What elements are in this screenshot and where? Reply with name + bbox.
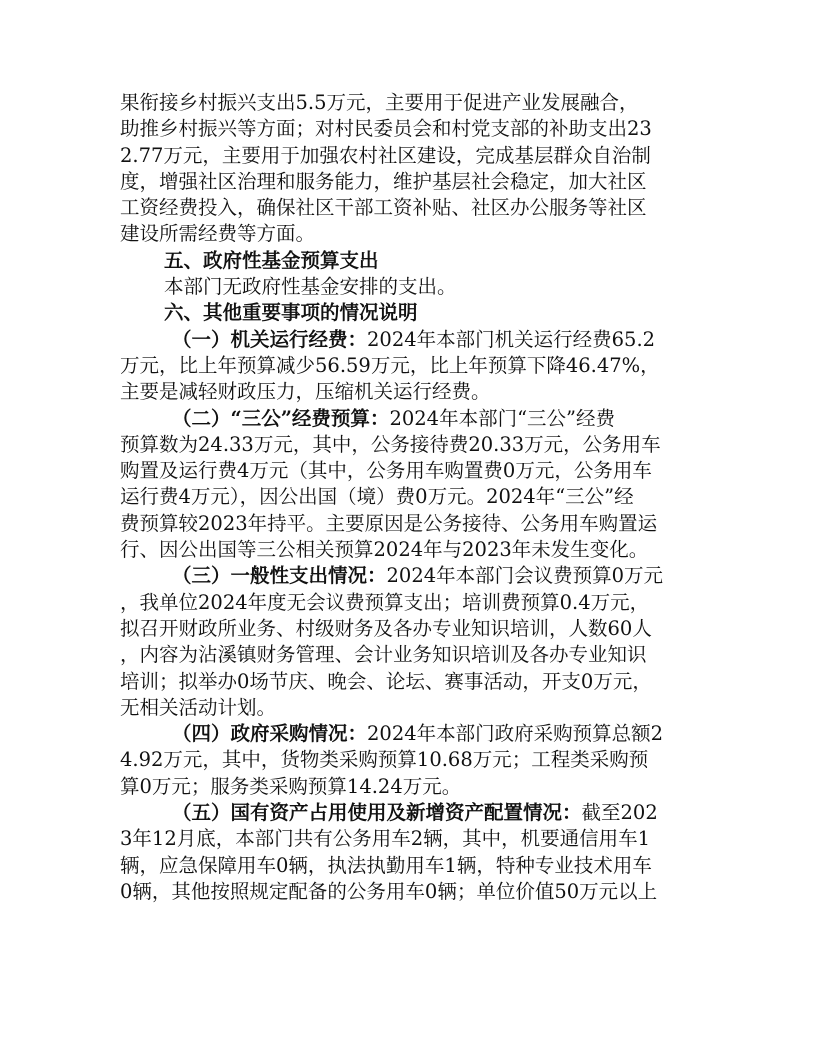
text-line: 培训；拟举办0场节庆、晚会、论坛、赛事活动，开支0万元， (120, 669, 652, 693)
paragraph-three-public-expenses (120, 406, 705, 564)
text-line (120, 721, 705, 747)
section-text-government-fund: 本部门无政府性基金安排的支出。 (164, 275, 457, 299)
section-heading-other-matters: 六、其他重要事项的情况说明 (164, 301, 418, 325)
text-line: 拟召开财政所业务、村级财务及各办专业知识培训，人数60人 (120, 616, 652, 640)
text-line: 行、因公出国等三公相关预算2024年与2023年未发生变化。 (120, 538, 649, 562)
paragraph-general-expenditure (120, 563, 705, 721)
text-line (120, 563, 705, 589)
item-text: 2024年本部门“三公”经费 (389, 406, 616, 430)
item-label: （三）一般性支出情况： (172, 564, 387, 588)
text-line: 主要是减轻财政压力，压缩机关运行经费。 (120, 380, 491, 404)
item-text: 截至202 (581, 801, 658, 825)
paragraph-rural-expenditure (120, 90, 705, 248)
text-line: 助推乡村振兴等方面；对村民委员会和村党支部的补助支出23 (120, 117, 652, 141)
text-line: 工资经费投入，确保社区干部工资补贴、社区办公服务等社区 (120, 196, 647, 220)
paragraph-operating-expenses (120, 327, 705, 406)
text-line: ，内容为沾溪镇财务管理、会计业务知识培训及各办专业知识 (120, 643, 647, 667)
item-label: （五）国有资产占用使用及新增资产配置情况： (172, 801, 582, 825)
text-line: 算0万元；服务类采购预算14.24万元。 (120, 774, 462, 798)
paragraph-state-assets (120, 800, 705, 905)
text-line: 费预算较2023年持平。主要原因是公务接待、公务用车购置运 (120, 511, 658, 535)
text-line: 建设所需经费等方面。 (120, 222, 316, 246)
text-line: 运行费4万元），因公出国（境）费0万元。2024年“三公”经 (120, 485, 634, 509)
text-line: 4.92万元，其中，货物类采购预算10.68万元；工程类采购预 (120, 748, 649, 772)
text-line: 果衔接乡村振兴支出5.5万元，主要用于促进产业发展融合， (120, 91, 639, 114)
text-line (120, 406, 705, 432)
item-text: 2024年本部门机关运行经费65.2 (367, 327, 656, 351)
item-text: 2024年本部门政府采购预算总额2 (367, 722, 664, 746)
text-line: 辆，应急保障用车0辆，执法执勤用车1辆，特种专业技术用车 (120, 853, 652, 877)
document-body (120, 90, 705, 905)
item-label: （二）“三公”经费预算： (172, 406, 390, 430)
text-line: 无相关活动计划。 (120, 695, 277, 719)
text-line: 预算数为24.33万元，其中，公务接待费20.33万元，公务用车 (120, 432, 661, 456)
text-line: 0辆，其他按照规定配备的公务用车0辆；单位价值50万元以上 (120, 879, 658, 903)
text-line: 万元，比上年预算减少56.59万元，比上年预算下降46.47%， (120, 353, 660, 377)
section-heading-government-fund: 五、政府性基金预算支出 (164, 248, 379, 272)
text-line (120, 327, 705, 353)
text-line: ，我单位2024年度无会议费预算支出；培训费预算0.4万元， (120, 590, 650, 614)
item-label: （一）机关运行经费： (172, 327, 368, 351)
text-line: 度，增强社区治理和服务能力，维护基层社会稳定，加大社区 (120, 169, 647, 193)
paragraph-procurement (120, 721, 705, 800)
text-line: 3年12月底，本部门共有公务用车2辆，其中，机要通信用车1 (120, 827, 651, 851)
item-text: 2024年本部门会议费预算0万元 (386, 564, 664, 588)
item-label: （四）政府采购情况： (172, 722, 368, 746)
text-line: 购置及运行费4万元（其中，公务用车购置费0万元，公务用车 (120, 459, 652, 483)
text-line (120, 800, 705, 826)
text-line: 2.77万元，主要用于加强农村社区建设，完成基层群众自治制 (120, 143, 651, 167)
